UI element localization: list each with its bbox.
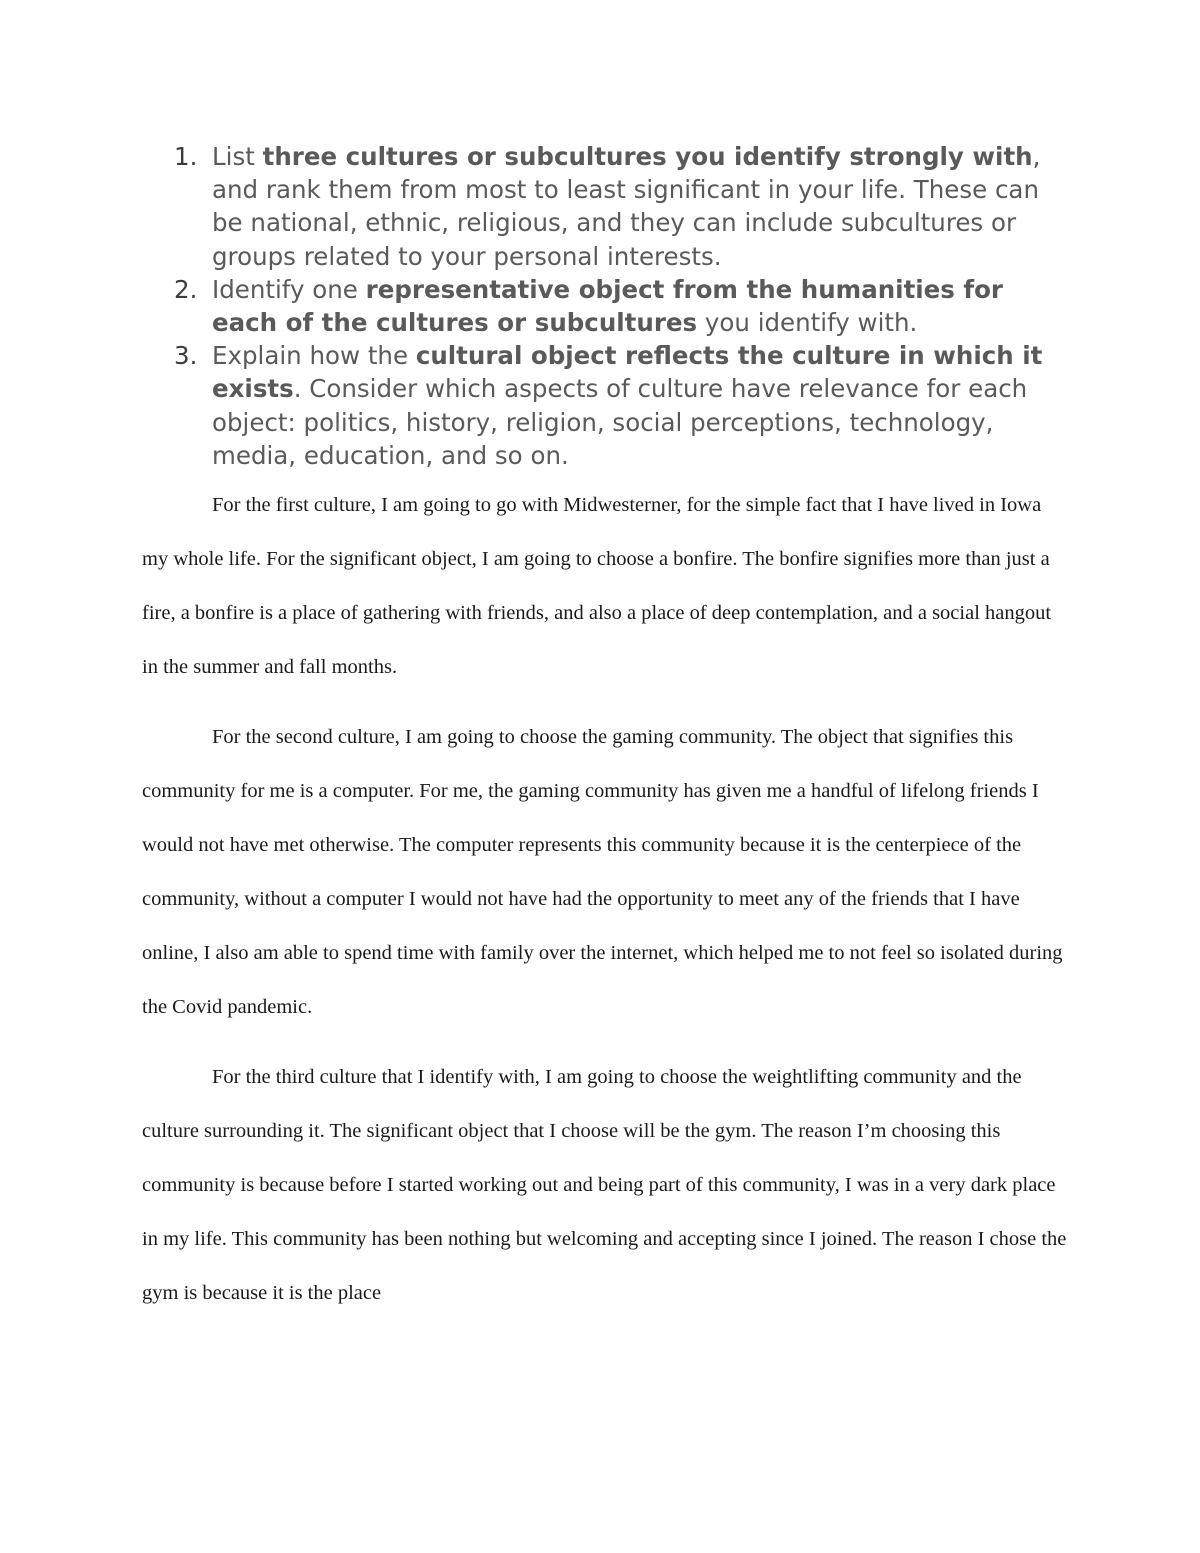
prompt-number: 3.	[174, 341, 198, 371]
prompt-item	[172, 140, 1052, 273]
essay-body	[142, 478, 1072, 1320]
prompt-text: Identify one	[212, 274, 366, 304]
essay-paragraph-2: For the second culture, I am going to choose the gaming community. The object that signifies this community for me is a computer. For me, the gaming community has given me a handful of lifelong friends I would not have met otherwise. The computer represents this community because it is the centerpiece of the community, without a computer I would not have had the opportunity to meet any of the friends that I have online, I also am able to spend time with family over the internet, which helped me to not feel so isolated during the Covid pandemic.	[142, 726, 1063, 1018]
prompt-emphasis: representative object from the humanities for each of the cultures or subcultures	[212, 274, 1003, 338]
prompt-text: , and rank them from most to least significant in your life. These can be national, ethnic, religious, and they can include subcultures or groups related to your personal interests.	[212, 142, 1041, 271]
prompt-text: Explain how the	[212, 341, 416, 371]
prompt-emphasis: cultural object reflects the culture in which it exists	[212, 341, 1043, 404]
prompt-number: 2.	[174, 274, 198, 304]
prompt-emphasis: three cultures or subcultures you identify strongly with	[262, 142, 1033, 171]
prompt-number: 1.	[174, 142, 198, 171]
prompt-item	[172, 339, 1052, 472]
prompt-text: List	[212, 142, 263, 171]
prompt-text: you identify with.	[697, 308, 918, 338]
assignment-prompt-list	[172, 140, 1052, 472]
essay-paragraph-1: For the first culture, I am going to go with Midwesterner, for the simple fact that I have lived in Iowa my whole life. For the significant object, I am going to choose a bonfire. The bonfire signifies more than just a fire, a bonfire is a place of gathering with friends, and also a place of deep contemplation, and a social hangout in the summer and fall months.	[142, 494, 1052, 678]
prompt-text: . Consider which aspects of culture have relevance for each object: politics, history, religion, social perceptions, technology, media, education, and so on.	[212, 374, 1028, 470]
essay-paragraph-3: For the third culture that I identify with, I am going to choose the weightlifting community and the culture surrounding it. The significant object that I choose will be the gym. The reason I’m choosing this community is because before I started working out and being part of this community, I was in a very dark place in my life. This community has been nothing but welcoming and accepting since I joined. The reason I chose the gym is because it is the place	[142, 1066, 1067, 1304]
prompt-item	[172, 273, 1052, 339]
